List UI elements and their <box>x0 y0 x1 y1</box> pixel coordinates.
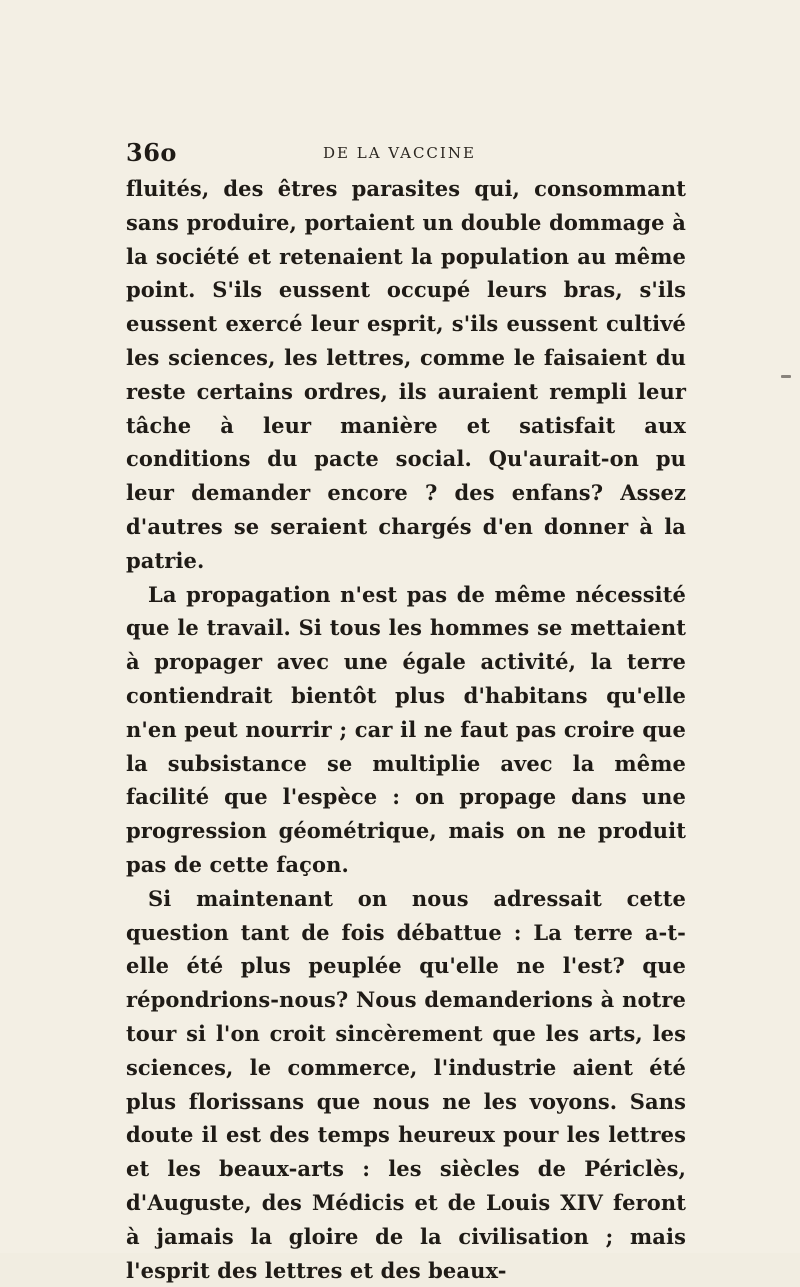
paragraph-continuation: fluités, des êtres parasites qui, consommant sans produire, portaient un double dommage à la société et retenaient la population au même point. S'ils eussent occupé leurs bras, s'ils eussent exercé leur esprit, s'ils eussent cultivé les sciences, les lettres, comme le faisaient du reste certains ordres, ils auraient rempli leur tâche à leur manière et satisfait aux conditions du pacte social. Qu'aurait-on pu leur demander encore ? des enfans? Assez d'autres se seraient chargés d'en donner à la patrie. <box>126 176 686 573</box>
running-head: DE LA VACCINE <box>323 144 476 162</box>
paragraph-question: Si maintenant on nous adressait cette question tant de fois débattue : La terre a-t-elle été plus peuplée qu'elle ne l'est? que répondrions-nous? Nous demanderions à notre tour si l'on croit sincèrement que les arts, les sciences, le commerce, l'industrie aient été plus florissans que nous ne les voyons. Sans doute il est des temps heureux pour les lettres et les beaux-arts : les siècles de Périclès, d'Auguste, des Médicis et de Louis XIV feront à jamais la gloire de la civilisation ; mais l'esprit des lettres et des beaux- <box>126 885 686 1283</box>
body-text <box>126 172 686 1287</box>
page-number: 36o <box>126 138 177 167</box>
margin-mark <box>781 375 791 378</box>
paragraph-propagation: La propagation n'est pas de même nécessité que le travail. Si tous les hommes se mettaient à propager avec une égale activité, la terre contiendrait bientôt plus d'habitans qu'elle n'en peut nourrir ; car il ne faut pas croire que la subsistance se multiplie avec la même facilité que l'espèce : on propage dans une progression géométrique, mais on ne produit pas de cette façon. <box>126 581 686 877</box>
